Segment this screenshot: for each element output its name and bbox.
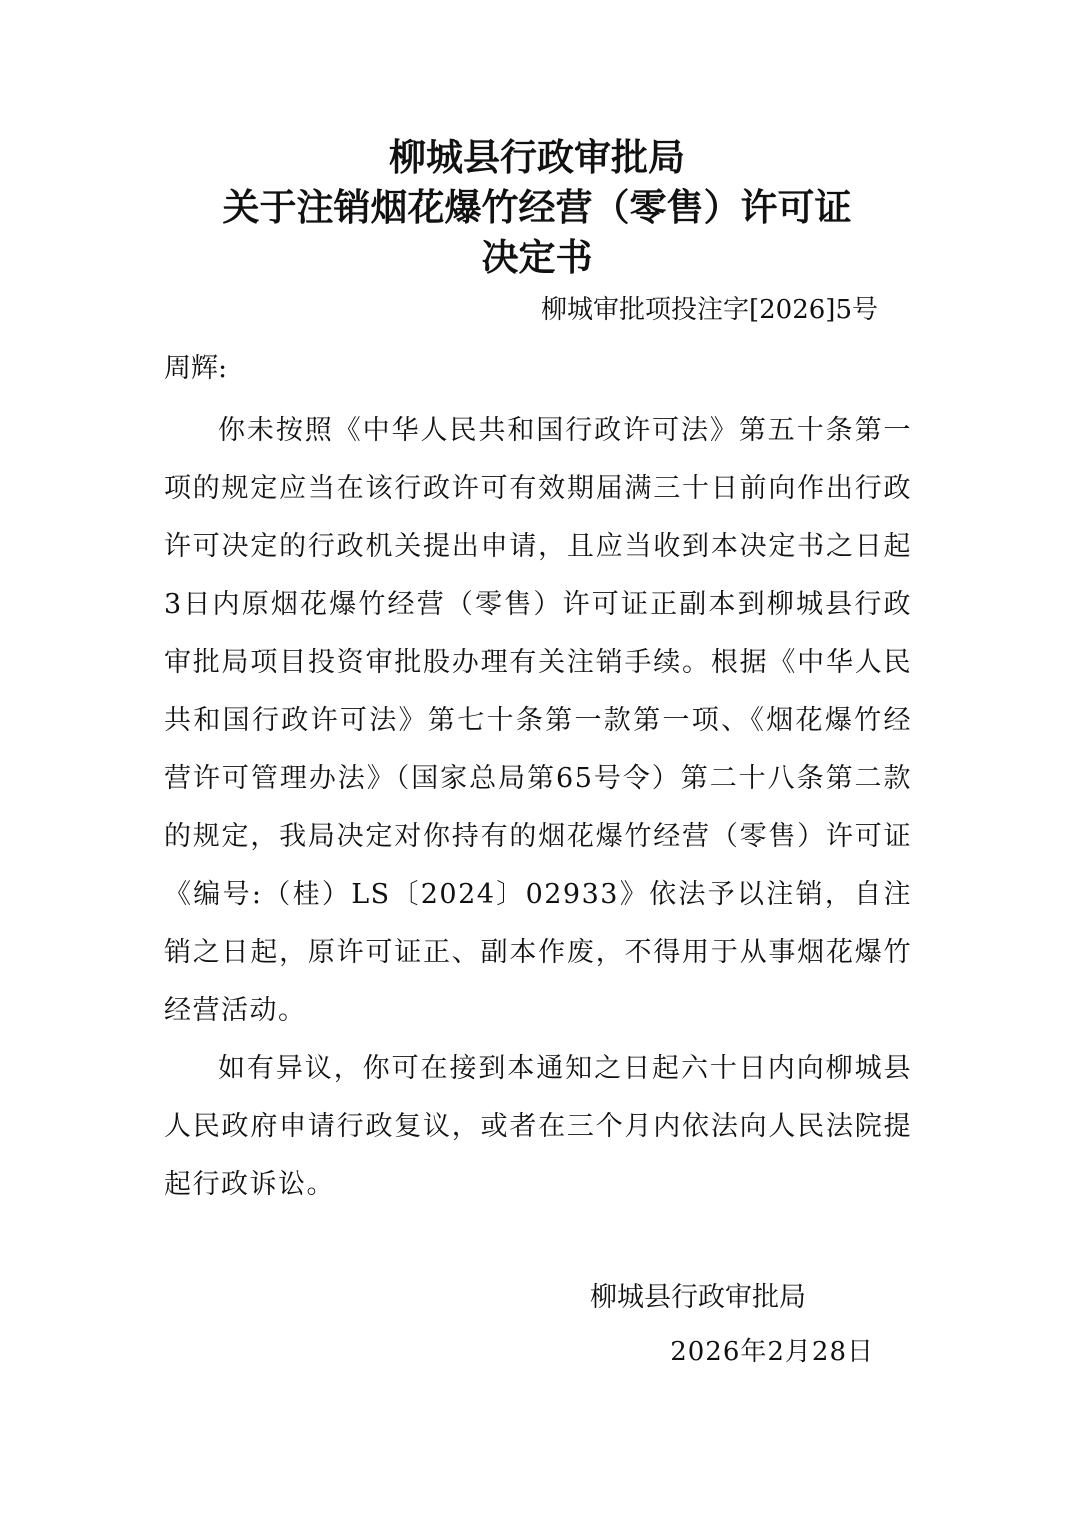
document-title bbox=[0, 132, 1074, 282]
title-line-issuer: 柳城县行政审批局 bbox=[389, 135, 685, 179]
issue-date: 2026年2月28日 bbox=[670, 1337, 874, 1367]
issuer-signature: 柳城县行政审批局 bbox=[590, 1282, 806, 1313]
addressee: 周辉: bbox=[164, 353, 228, 384]
body-paragraph-decision: 你未按照《中华人民共和国行政许可法》第五十条第一项的规定应当在该行政许可有效期届满三十日前向作出行政许可决定的行政机关提出申请，且应当收到本决定书之日起3日内原烟花爆竹经营（零售）许可证正副本到柳城县行政审批局项目投资审批股办理有关注销手续。根据《中华人民共和国行政许可法》第七十条第一款第一项、《烟花爆竹经营许可管理办法》（国家总局第65号令）第二十八条第二款的规定，我局决定对你持有的烟花爆竹经营（零售）许可证《编号:（桂）LS〔2024〕02933》依法予以注销，自注销之日起，原许可证正、副本作废，不得用于从事烟花爆竹经营活动。 bbox=[164, 415, 912, 1026]
document-body bbox=[164, 402, 912, 1214]
title-line-subject: 关于注销烟花爆竹经营（零售）许可证 bbox=[222, 185, 852, 229]
document-number: 柳城审批项投注字[2026]5号 bbox=[541, 295, 878, 325]
body-paragraph-appeal: 如有异议，你可在接到本通知之日起六十日内向柳城县人民政府申请行政复议，或者在三个月内依法向人民法院提起行政诉讼。 bbox=[164, 1053, 912, 1200]
title-line-type: 决定书 bbox=[481, 235, 593, 279]
